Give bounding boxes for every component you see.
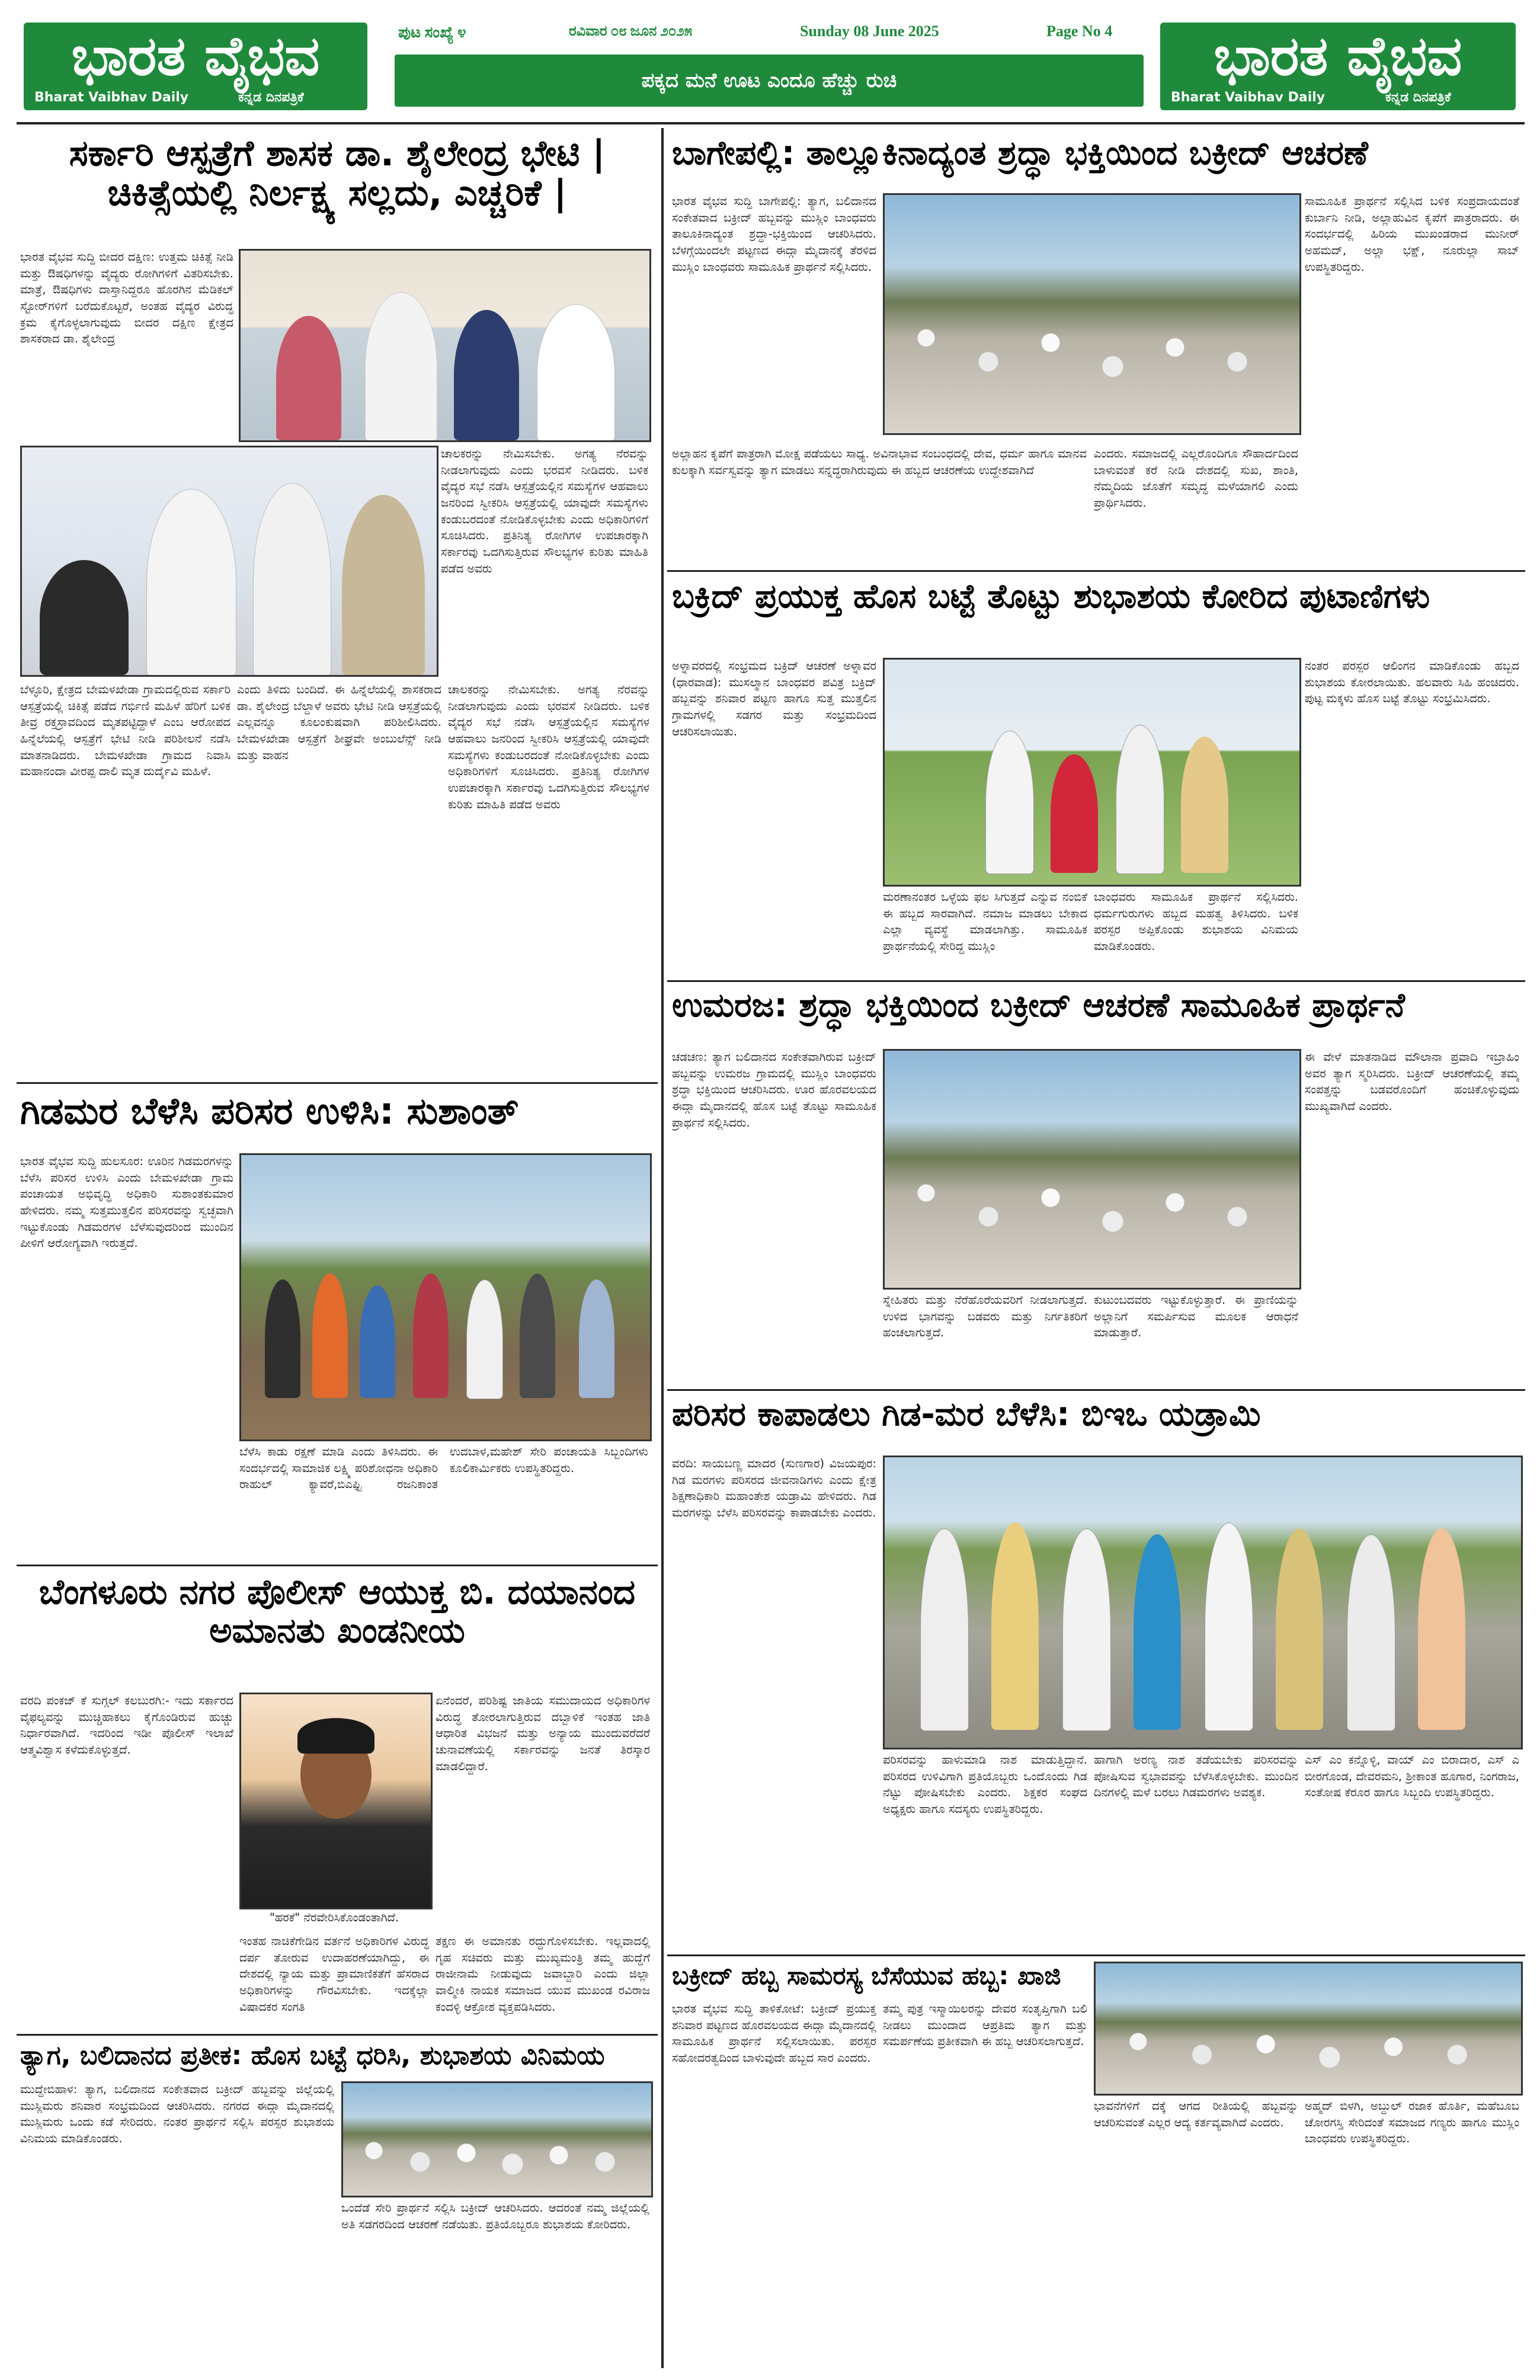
person-figure <box>579 1279 614 1398</box>
masthead-kannada-sub-right: ಕನ್ನಡ ದಿನಪತ್ರಿಕೆ <box>1385 90 1451 105</box>
article-kids-col3: ಬಾಂಧವರು ಸಾಮೂಹಿಕ ಪ್ರಾರ್ಥನೆ ಸಲ್ಲಿಸಿದರು. ಧರ್ಮಗುರುಗಳು ಹಬ್ಬದ ಮಹತ್ವ ತಿಳಿಸಿದರು. ಬಳಿಕ ಪರಸ್ಪರ ಅಪ್ಪಿಕೊಂಡು ಶುಭಾಶಯ ವಿನಿಮಯ ಮಾಡಿಕೊಂಡರು. <box>1094 890 1298 954</box>
divider <box>17 2034 658 2036</box>
person-figure <box>520 1274 555 1398</box>
article-hospital-col2: ಚಾಲಕರನ್ನು ನೇಮಿಸಬೇಕು. ಅಗತ್ಯ ನೆರವನ್ನು ನೀಡಲಾಗುವುದು ಎಂದು ಭರವಸೆ ನೀಡಿದರು. ಬಳಿಕ ವೈದ್ಯರ ಸಭೆ ನಡೆಸಿ ಆಸ್ಪತ್ರೆಯಲ್ಲಿನ ಸಮಸ್ಯೆಗಳ ಆಹವಾಲು ಜನರಿಂದ ಸ್ವೀಕರಿಸಿ ಆಸ್ಪತ್ರೆಯಲ್ಲಿ ಯಾವುದೇ ಸಮಸ್ಯೆಗಳು ಕಂಡುಬರದಂತೆ ನೋಡಿಕೊಳ್ಳಬೇಕು ಎಂದು ಅಧಿಕಾರಿಗಳಿಗೆ ಸೂಚಿಸಿದರು. ಪ್ರತಿನಿತ್ಯ ರೋಗಿಗಳ ಉಪಚಾರಕ್ಕಾಗಿ ಸರ್ಕಾರವು ಒದಗಿಸುತ್ತಿರುವ ಸೌಲಭ್ಯಗಳ ಕುರಿತು ಮಾಹಿತಿ ಪಡೆದ ಅವರು <box>441 447 648 575</box>
person-figure <box>537 304 615 442</box>
masthead-title-left: ಭಾರತ ವೈಭವ <box>71 24 320 88</box>
article-police-col4: ತಕ್ಷಣ ಈ ಅಮಾನತು ರದ್ದುಗೊಳಿಸಬೇಕು. ಇಲ್ಲವಾದಲ್ಲಿ ಗೃಹ ಸಚಿವರು ಮತ್ತು ಮುಖ್ಯಮಂತ್ರಿ ತಮ್ಮ ಹುದ್ದೆಗೆ ರಾಜೀನಾಮೆ ನೀಡುವುದು ಜವಾಬ್ದಾರಿ ಎಂದು ಜಿಲ್ಲಾ ವಾಲ್ಮೀಕಿ ನಾಯಕ ಸಮಾಜದ ಯುವ ಮುಖಂಡ ರವಿರಾಜ ಕಂದಳ್ಳಿ ಆಕ್ರೋಶ ವ್ಯಕ್ತಪಡಿಸಿದರು. <box>436 1934 650 2014</box>
article-kids-col4: ನಂತರ ಪರಸ್ಪರ ಆಲಿಂಗನ ಮಾಡಿಕೊಂಡು ಹಬ್ಬದ ಶುಭಾಶಯ ಕೋರಲಾಯಿತು. ಹಲವಾರು ಸಿಹಿ ಹಂಚಿದರು. ಪುಟ್ಟ ಮಕ್ಕಳು ಹೊಸ ಬಟ್ಟೆ ತೊಟ್ಟು ಸಂಭ್ರಮಿಸಿದರು. <box>1305 659 1519 706</box>
masthead-right <box>1160 23 1516 110</box>
center-column-rule <box>661 128 664 2368</box>
date-kannada: ರವಿವಾರ ೦೮ ಜೂನ ೨೦೨೫ <box>569 24 693 39</box>
divider <box>667 1389 1525 1391</box>
article-hospital-col3: ಬೆಳ್ಳೂರಿ, ಕ್ಷೇತ್ರದ ಬೇಮಳಖೇಡಾ ಗ್ರಾಮದಲ್ಲಿರುವ ಸರ್ಕಾರಿ ಆಸ್ಪತ್ರೆಯಲ್ಲಿ ಚಿಕಿತ್ಸೆ ಪಡೆದ ಗರ್ಭಿಣಿ ಮಹಿಳೆ ಹೆರಿಗೆ ಬಳಿಕ ತೀವ್ರ ರಕ್ತಸ್ರಾವದಿಂದ ಮೃತಪಟ್ಟಿದ್ದಾಳೆ ಎಂಬ ಆರೋಪದ ಹಿನ್ನೆಲೆಯಲ್ಲಿ ಆಸ್ಪತ್ರೆಗೆ ಭೇಟಿ ನೀಡಿ ಪರಿಶೀಲನೆ ನಡೆಸಿ ಮಾತನಾಡಿದರು. ಬೇಮಳಖೇಡಾ ಗ್ರಾಮದ ನಿವಾಸಿ ಮಹಾನಂದಾ ವೀರಪ್ಪ ದಾಲಿ ಮೃತ ದುರ್ದೈವಿ ಮಹಿಳೆ. <box>20 683 230 779</box>
headline-kids-greetings: ಬಕ್ರಿದ್ ಪ್ರಯುಕ್ತ ಹೊಸ ಬಟ್ಟೆ ತೊಟ್ಟು ಶುಭಾಶಯ ಕೋರಿದ ಪುಟಾಣಿಗಳು <box>672 577 1430 616</box>
divider <box>17 1082 658 1084</box>
masthead-rule <box>17 122 1525 124</box>
article-bagepalli-col2: ಅಲ್ಲಾಹನ ಕೃಪೆಗೆ ಪಾತ್ರರಾಗಿ ಮೋಕ್ಷ ಪಡೆಯಲು ಸಾಧ್ಯ. ಅವಿನಾಭಾವ ಸಂಬಂಧದಲ್ಲಿ ದೇವ, ಧರ್ಮ ಹಾಗೂ ಮಾನವ ಕುಲಕ್ಕಾಗಿ ಸರ್ವಸ್ವವನ್ನು ತ್ಯಾಗ ಮಾಡಲು ಸನ್ನದ್ಧರಾಗಿರುವುದು ಈ ಹಬ್ಬದ ಆಚರಣೆಯ ಉದ್ದೇಶವಾಗಿದೆ <box>672 447 1087 477</box>
article-umaraj-col3: ಕುಟುಂಬದವರು ಇಟ್ಟುಕೊಳ್ಳುತ್ತಾರೆ. ಈ ಪ್ರಾಣಿಯನ್ನು ಅಲ್ಲಾನಿಗೆ ಸಮರ್ಪಿಸುವ ಮೂಲಕ ಆರಾಧನೆ ಮಾಡುತ್ತಾರೆ. <box>1094 1293 1298 1340</box>
person-figure <box>413 1274 449 1398</box>
person-figure <box>1347 1534 1395 1731</box>
article-hospital-col5: ಚಾಲಕರನ್ನು ನೇಮಿಸಬೇಕು. ಅಗತ್ಯ ನೆರವನ್ನು ನೀಡಲಾಗುವುದು ಎಂದು ಭರವಸೆ ನೀಡಿದರು. ಬಳಿಕ ವೈದ್ಯರ ಸಭೆ ನಡೆಸಿ ಆಸ್ಪತ್ರೆಯಲ್ಲಿನ ಸಮಸ್ಯೆಗಳ ಆಹವಾಲು ಜನರಿಂದ ಸ್ವೀಕರಿಸಿ ಆಸ್ಪತ್ರೆಯಲ್ಲಿ ಯಾವುದೇ ಸಮಸ್ಯೆಗಳು ಕಂಡುಬರದಂತೆ ನೋಡಿಕೊಳ್ಳಬೇಕು ಎಂದು ಅಧಿಕಾರಿಗಳಿಗೆ ಸೂಚಿಸಿದರು. ಪ್ರತಿನಿತ್ಯ ರೋಗಿಗಳ ಉಪಚಾರಕ್ಕಾಗಿ ಸರ್ಕಾರವು ಒದಗಿಸುತ್ತಿರುವ ಸೌಲಭ್ಯಗಳ ಕುರಿತು ಮಾಹಿತಿ ಪಡೆದ ಅವರು <box>448 683 649 811</box>
photo-mla-office <box>239 249 651 442</box>
article-kids-col2: ಮರಣಾನಂತರ ಒಳ್ಳೆಯ ಫಲ ಸಿಗುತ್ತದೆ ಎನ್ನುವ ನಂಬಿಕೆ ಈ ಹಬ್ಬದ ಸಾರವಾಗಿದೆ. ನಮಾಜ ಮಾಡಲು ಬೇಕಾದ ಎಲ್ಲಾ ವ್ಯವಸ್ಥೆ ಮಾಡಲಾಗಿತ್ತು. ಸಾಮೂಹಿಕ ಪ್ರಾರ್ಥನೆಯಲ್ಲಿ ಸೇರಿದ್ದ ಮುಸ್ಲಿಂ <box>883 890 1087 954</box>
headline-beo-yadrami: ಪರಿಸರ ಕಾಪಾಡಲು ಗಿಡ-ಮರ ಬೆಳೆಸಿ: ಬಿಇಒ ಯಡ್ರಾಮಿ <box>672 1395 1261 1434</box>
masthead-english-left: Bharat Vaibhav Daily <box>34 90 189 105</box>
person-figure <box>991 1522 1039 1730</box>
article-tree-col2: ಬೆಳೆಸಿ ಕಾಡು ರಕ್ಷಣೆ ಮಾಡಿ ಎಂದು ತಿಳಿಸಿದರು. ಈ ಸಂದರ್ಭದಲ್ಲಿ ಸಾಮಾಜಿಕ ಲಕ್ಷ್ಮಿ ಪರಿಶೋಧನಾ ಅಧಿಕಾರಿ ರಾಹುಲ್ ಕ್ಯಾವರೆ,ಬಿಎಫ್ಟಿ ರಜನಿಕಾಂತ ಉದಬಾಳ,ಮಹೇಶ್ ಸೇರಿ ಪಂಚಾಯತಿ ಸಿಬ್ಬಂದಿಗಳು ಕೂಲಿಕಾರ್ಮಿಕರು ಉಪಸ್ಥಿತರಿದ್ದರು. <box>239 1445 648 1492</box>
person-figure <box>1205 1522 1253 1731</box>
headline-hospital-visit: ಸರ್ಕಾರಿ ಆಸ್ಪತ್ರೆಗೆ ಶಾಸಕ ಡಾ. ಶೈಲೇಂದ್ರ ಭೇಟಿ | ಚಿಕಿತ್ಸೆಯಲ್ಲಿ ನಿರ್ಲಕ್ಷ್ಯ ಸಲ್ಲದು, ಎಚ್ಚರಿಕೆ | <box>69 133 606 215</box>
masthead-english-right: Bharat Vaibhav Daily <box>1171 90 1326 105</box>
article-umaraj-col2: ಸ್ನೇಹಿತರು ಮತ್ತು ನೆರೆಹೊರೆಯವರಿಗೆ ನೀಡಲಾಗುತ್ತದೆ. ಉಳಿದ ಭಾಗವನ್ನು ಬಡವರು ಮತ್ತು ನಿರ್ಗತಿಕರಿಗೆ ಹಂಚಲಾಗುತ್ತದೆ. <box>883 1293 1087 1340</box>
child-figure <box>1181 737 1228 873</box>
article-kids-col1: ಅಳ್ನಾವರದಲ್ಲಿ ಸಂಭ್ರಮದ ಬಕ್ರಿದ್ ಆಚರಣೆ ಅಳ್ನಾವರ (ಧಾರವಾಡ): ಮುಸಲ್ಮಾನ ಬಾಂಧವರ ಪವಿತ್ರ ಬಕ್ರಿದ್ ಹಬ್ಬವನ್ನು ಶನಿವಾರ ಪಟ್ಟಣ ಹಾಗೂ ಸುತ್ತ ಮುತ್ತಲಿನ ಗ್ರಾಮಗಳಲ್ಲಿ ಸಡಗರ ಮತ್ತು ಸಂಭ್ರಮದಿಂದ ಆಚರಿಸಲಾಯಿತು. <box>672 659 876 738</box>
tagline: ಪಕ್ಕದ ಮನೆ ಊಟ ಎಂದೂ ಹೆಚ್ಚು ರುಚಿ <box>395 55 1144 107</box>
person-figure <box>253 483 331 676</box>
photo-kids <box>883 658 1301 887</box>
photo-eid-prayer-crowd <box>341 2081 653 2197</box>
photo-tree-planting <box>239 1153 652 1441</box>
person-figure <box>454 310 519 440</box>
article-police-col1: ವರದಿ ಪಂಕಜ್ ಕೆ ಸುಗ್ಗಲ್ ಕಲಬುರಗಿ:- ಇದು ಸರ್ಕಾರದ ವೈಫಲ್ಯವನ್ನು ಮುಚ್ಚಿಹಾಕಲು ಕೈಗೊಂಡಿರುವ ಹುಚ್ಚು ನಿರ್ಧಾರವಾಗಿದೆ. ಇದರಿಂದ ಇಡೀ ಪೊಲೀಸ್ ಇಲಾಖೆ ಆತ್ಮವಿಶ್ವಾಸ ಕಳೆದುಕೊಳ್ಳುತ್ತದೆ. <box>20 1694 233 1757</box>
article-bagepalli-col4: ಸಾಮೂಹಿಕ ಪ್ರಾರ್ಥನೆ ಸಲ್ಲಿಸಿದ ಬಳಿಕ ಸಂಪ್ರದಾಯದಂತೆ ಕುರ್ಬಾನಿ ನೀಡಿ, ಅಲ್ಲಾಹುವಿನ ಕೃಪೆಗೆ ಪಾತ್ರರಾದರು. ಈ ಸಂದರ್ಭದಲ್ಲಿ ಹಿರಿಯ ಮುಖಂಡರಾದ ಮುನೀರ್ ಅಹಮದ್, ಅಲ್ಲಾ ಭಕ್ಷ್, ನೂರುಲ್ಲಾ ಸಾಬ್ ಉಪಸ್ಥಿತರಿದ್ದರು. <box>1305 194 1519 274</box>
person-figure <box>1134 1534 1181 1730</box>
child-figure <box>1116 725 1164 874</box>
article-beo-col2: ಪರಿಸರವನ್ನು ಹಾಳುಮಾಡಿ ನಾಶ ಮಾಡುತ್ತಿದ್ದಾನೆ. ಪರಿಸರದ ಉಳಿವಿಗಾಗಿ ಪ್ರತಿಯೊಬ್ಬರು ಒಂದೊಂದು ಗಿಡ ನೆಟ್ಟು ಪೋಷಿಸಬೇಕು ಎಂದರು. ಶಿಕ್ಷಕರ ಸಂಘದ ಅಧ್ಯಕ್ಷರು ಹಾಗೂ ಸದಸ್ಯರು ಉಪಸ್ಥಿತರಿದ್ದರು. <box>883 1753 1087 1816</box>
article-beo-col1: ವರದಿ: ಸಾಯಬಣ್ಣ ಮಾದರ (ಸುಣಗಾರ) ವಿಜಯಪುರ: ಗಿಡ ಮರಗಳು ಪರಿಸರದ ಜೀವನಾಡಿಗಳು ಎಂದು ಕ್ಷೇತ್ರ ಶಿಕ್ಷಣಾಧಿಕಾರಿ ಮಹಾಂತೇಶ ಯಡ್ರಾಮಿ ಹೇಳಿದರು. ಗಿಡ ಮರಗಳನ್ನು ಬೆಳೆಸಿ ಪರಿಸರವನ್ನು ಕಾಪಾಡಬೇಕು ಎಂದರು. <box>672 1457 876 1520</box>
article-police-col3: ಇಂತಹ ನಾಚಿಕೆಗೇಡಿನ ವರ್ತನೆ ಅಧಿಕಾರಿಗಳ ವಿರುದ್ಧ ದರ್ಪ ತೋರುವ ಉದಾಹರಣೆಯಾಗಿದ್ದು, ಈ ದೇಶದಲ್ಲಿ ನ್ಯಾಯ ಮತ್ತು ಪ್ರಾಮಾಣಿಕತೆಗೆ ಹೆಸರಾದ ಅಧಿಕಾರಿಗಳನ್ನು ಗೌರವಿಸಬೇಕು. ಇದಕ್ಕೆಲ್ಲಾ ವಿಷಾದಕರ ಸಂಗತಿ <box>239 1934 429 2014</box>
photo-umaraj-prayer <box>883 1049 1301 1290</box>
masthead-kannada-sub-left: ಕನ್ನಡ ದಿನಪತ್ರಿಕೆ <box>238 90 304 105</box>
article-police-col2: ಏನೆಂದರೆ, ಪರಿಶಿಷ್ಟ ಜಾತಿಯ ಸಮುದಾಯದ ಅಧಿಕಾರಿಗಳ ವಿರುದ್ಧ ತೋರಲಾಗುತ್ತಿರುವ ದಬ್ಬಾಳಿಕೆ ಇಂತಹ ಜಾತಿ ಆಧಾರಿತ ವಿಭಜನೆ ಮತ್ತು ಅನ್ಯಾಯ ಮುಂದುವರೆದರೆ ಚುನಾವಣೆಯಲ್ಲಿ ಸರ್ಕಾರವನ್ನು ಜನತೆ ತಿರಸ್ಕಾರ ಮಾಡಲಿದ್ದಾರೆ. <box>436 1694 650 1773</box>
person-figure <box>276 316 341 440</box>
person-figure <box>146 489 236 676</box>
article-beo-col4: ಎಸ್ ಎಂ ಕನ್ನೊಳ್ಳಿ, ವಾಯ್ ಎಂ ಬಿರಾದಾರ, ಎಸ್ ಎ ಬೀರಗೊಂಡ, ದೇವರಮನಿ, ಶ್ರೀಕಾಂತ ಹೂಗಾರ, ನಿಂಗರಾಜ, ಸಂತೋಷ ಕೆರೂರ ಹಾಗೂ ಸಿಬ್ಬಂದಿ ಉಪಸ್ಥಿತರಿದ್ದರು. <box>1305 1753 1519 1800</box>
person-figure <box>1276 1528 1323 1730</box>
headline-bagepalli: ಬಾಗೇಪಲ್ಲಿ: ತಾಲ್ಲೂಕಿನಾದ್ಯಂತ ಶ್ರದ್ಧಾ ಭಕ್ತಿಯಿಂದ ಬಕ್ರೀದ್ ಆಚರಣೆ <box>672 134 1368 172</box>
photo-hospital-ward <box>20 446 438 677</box>
headline-sacrifice-festival: ತ್ಯಾಗ, ಬಲಿದಾನದ ಪ್ರತೀಕ: ಹೊಸ ಬಟ್ಟೆ ಧರಿಸಿ, ಶುಭಾಶಯ ವಿನಿಮಯ <box>20 2040 605 2071</box>
person-figure <box>920 1528 969 1731</box>
portrait-hair <box>297 1718 374 1754</box>
photo-bagepalli-crowd <box>883 193 1301 435</box>
photo-beo-planting <box>883 1455 1523 1749</box>
person-figure <box>40 560 129 675</box>
headline-umaraj: ಉಮರಜ: ಶ್ರದ್ಧಾ ಭಕ್ತಿಯಿಂದ ಬಕ್ರೀದ್ ಆಚರಣೆ ಸಾಮೂಹಿಕ ಪ್ರಾರ್ಥನೆ <box>672 986 1405 1025</box>
article-hospital-col4: ಎಂದು ತಿಳಿದು ಬಂದಿದೆ. ಈ ಹಿನ್ನೆಲೆಯಲ್ಲಿ ಶಾಸಕರಾದ ಡಾ. ಶೈಲೇಂದ್ರ ಬೆಲ್ದಾಳೆ ಅವರು ಭೇಟಿ ನೀಡಿ ಆಸ್ಪತ್ರೆಯಲ್ಲಿ ಎಲ್ಲವನ್ನೂ ಕೂಲಂಕುಷವಾಗಿ ಪರಿಶೀಲಿಸಿದರು. ಬೇಮಳಖೇಡಾ ಆಸ್ಪತ್ರೆಗೆ ಶೀಘ್ರವೇ ಅಂಬುಲೆನ್ಸ್ ನೀಡಿ ಮತ್ತು ವಾಹನ <box>237 683 441 762</box>
headline-khazi: ಬಕ್ರೀದ್ ಹಬ್ಬ ಸಾಮರಸ್ಯ ಬೆಸೆಯುವ ಹಬ್ಬ: ಖಾಜಿ <box>672 1961 1061 1990</box>
page-number: Page No 4 <box>1046 23 1113 40</box>
article-hospital-col1: ಭಾರತ ವೈಭವ ಸುದ್ದಿ ಬೀದರ ದಕ್ಷಿಣ: ಉತ್ತಮ ಚಿಕಿತ್ಸೆ ನೀಡಿ ಮತ್ತು ಔಷಧಿಗಳನ್ನು ವೈದ್ಯರು ರೋಗಿಗಳಿಗೆ ವಿತರಿಸಬೇಕು. ಮಾತ್ರೆ, ಔಷಧಿಗಳು ದಾಸ್ತಾನಿದ್ದರೂ ಹೊರಗಿನ ಮೆಡಿಕಲ್ ಸ್ಟೋರ್‌ಗಳಿಗೆ ಬರೆದುಕೊಟ್ಟರೆ, ಅಂತಹ ವೈದ್ಯರ ವಿರುದ್ಧ ಕ್ರಮ ಕೈಗೊಳ್ಳಲಾಗುವುದು ಬೀದರ ದಕ್ಷಿಣ ಕ್ಷೇತ್ರದ ಶಾಸಕರಾದ ಡಾ. ಶೈಲೇಂದ್ರ <box>20 250 233 346</box>
masthead-title-right: ಭಾರತ ವೈಭವ <box>1214 24 1462 88</box>
headline-police-commissioner: ಬೆಂಗಳೂರು ನಗರ ಪೊಲೀಸ್ ಆಯುಕ್ತ ಬಿ. ದಯಾನಂದ ಅಮಾನತು ಖಂಡನೀಯ <box>39 1572 636 1650</box>
article-umaraj-col1: ಚಡಚಣ: ತ್ಯಾಗ ಬಲಿದಾನದ ಸಂಕೇತವಾಗಿರುವ ಬಕ್ರೀದ್ ಹಬ್ಬವನ್ನು ಉಮರಜ ಗ್ರಾಮದಲ್ಲಿ ಮುಸ್ಲಿಂ ಬಾಂಧವರು ಶ್ರದ್ಧಾ ಭಕ್ತಿಯಿಂದ ಆಚರಿಸಿದರು. ಊರ ಹೊರವಲಯದ ಈದ್ಗಾ ಮೈದಾನದಲ್ಲಿ ಹೊಸ ಬಟ್ಟೆ ತೊಟ್ಟು ಸಾಮೂಹಿಕ ಪ್ರಾರ್ಥನೆ ಸಲ್ಲಿಸಿದರು. <box>672 1050 876 1130</box>
photo-portrait-caption: "ಹರಕೆ" ನೆರವೇರಿಸಿಕೊಂಡಂತಾಗಿದೆ. <box>269 1911 399 1924</box>
divider <box>667 1954 1525 1956</box>
page-label: ಪುಟ ಸಂಖ್ಯೆ ೪ <box>398 24 466 41</box>
article-khazi-col3: ಭಾವನೆಗಳಿಗೆ ದಕ್ಕೆ ಆಗದ ರೀತಿಯಲ್ಲಿ ಹಬ್ಬವನ್ನು ಆಚರಿಸುವಂತೆ ಎಲ್ಲರ ಆದ್ಯ ಕರ್ತವ್ಯವಾಗಿದೆ ಎಂದರು. <box>1094 2099 1298 2129</box>
masthead-left <box>24 23 367 110</box>
photo-portrait <box>239 1693 433 1909</box>
person-figure <box>1062 1528 1111 1731</box>
article-khazi-col1: ಭಾರತ ವೈಭವ ಸುದ್ದಿ ತಾಳಿಕೋಟೆ: ಬಕ್ರೀದ್ ಪ್ರಯುಕ್ತ ಶನಿವಾರ ಪಟ್ಟಣದ ಹೊರವಲಯದ ಈದ್ಗಾ ಮೈದಾನದಲ್ಲಿ ಸಾಮೂಹಿಕ ಪ್ರಾರ್ಥನೆ ಸಲ್ಲಿಸಲಾಯಿತು. ಪರಸ್ಪರ ಸಹೋದರತ್ವದಿಂದ ಬಾಳುವುದೇ ಹಬ್ಬದ ಸಾರ ಎಂದರು. <box>672 2002 876 2065</box>
article-tree-col1: ಭಾರತ ವೈಭವ ಸುದ್ದಿ ಹುಲಸೂರ: ಊರಿನ ಗಿಡಮರಗಳನ್ನು ಬೆಳೆಸಿ ಪರಿಸರ ಉಳಿಸಿ ಎಂದು ಬೇಮಳಖೇಡಾ ಗ್ರಾಮ ಪಂಚಾಯತ ಅಭಿವೃದ್ಧಿ ಅಧಿಕಾರಿ ಸುಶಾಂತಕುಮಾರ ಹೇಳಿದರು. ನಮ್ಮ ಸುತ್ತಮುತ್ತಲಿನ ಪರಿಸರವನ್ನು ಸ್ವಚ್ಛವಾಗಿ ಇಟ್ಟುಕೊಂಡು ಗಿಡಮರಗಳ ಬೆಳೆಸುವುದರಿಂದ ಮುಂದಿನ ಪೀಳಿಗೆ ಆರೋಗ್ಯವಾಗಿ ಇರುತ್ತದೆ. <box>20 1154 233 1250</box>
headline-tree-planting: ಗಿಡಮರ ಬೆಳೆಸಿ ಪರಿಸರ ಉಳಿಸಿ: ಸುಶಾಂತ್ <box>20 1089 519 1133</box>
person-figure <box>360 1285 395 1398</box>
person-figure <box>312 1274 348 1398</box>
article-bagepalli-col1: ಭಾರತ ವೈಭವ ಸುದ್ದಿ ಬಾಗೇಪಲ್ಲಿ: ತ್ಯಾಗ, ಬಲಿದಾನದ ಸಂಕೇತವಾದ ಬಕ್ರೀದ್ ಹಬ್ಬವನ್ನು ಮುಸ್ಲಿಂ ಬಾಂಧವರು ತಾಲೂಕಿನಾದ್ಯಂತ ಶ್ರದ್ಧಾ-ಭಕ್ತಿಯಿಂದ ಆಚರಿಸಿದರು. ಬೆಳಗ್ಗೆಯಿಂದಲೇ ಪಟ್ಟಣದ ಈದ್ಗಾ ಮೈದಾನಕ್ಕೆ ತೆರಳಿದ ಮುಸ್ಲಿಂ ಬಾಂಧವರು ಸಾಮೂಹಿಕ ಪ್ರಾರ್ಥನೆ ಸಲ್ಲಿಸಿದರು. <box>672 194 876 274</box>
person-figure <box>342 495 425 675</box>
date-english: Sunday 08 June 2025 <box>800 23 939 40</box>
article-khazi-col2: ತಮ್ಮ ಪುತ್ರ ಇಸ್ಮಾಯಿಲರನ್ನು ದೇವರ ಸಂತೃಪ್ತಿಗಾಗಿ ಬಲಿ ನೀಡಲು ಮುಂದಾದ ಆಪ್ರತಿಮ ತ್ಯಾಗ ಮತ್ತು ಸಮರ್ಪಣೆಯ ಪ್ರತೀಕವಾಗಿ ಈ ಹಬ್ಬ ಆಚರಿಸಲಾಗುತ್ತದೆ. <box>883 2002 1087 2049</box>
child-figure <box>1051 754 1098 873</box>
divider <box>17 1565 658 1566</box>
article-sacrifice-col1: ಮುದ್ದೇಬಿಹಾಳ: ತ್ಯಾಗ, ಬಲಿದಾನದ ಸಂಕೇತವಾದ ಬಕ್ರೀದ್ ಹಬ್ಬವನ್ನು ಜಿಲ್ಲೆಯಲ್ಲಿ ಮುಸ್ಲಿಮರು ಶನಿವಾರ ಸಂಭ್ರಮದಿಂದ ಆಚರಿಸಿದರು. ನಗರದ ಈದ್ಗಾ ಮೈದಾನದಲ್ಲಿ ಮುಸ್ಲಿಮರು ಒಂದು ಕಡೆ ಸೇರಿದರು. ನಂತರ ಪ್ರಾರ್ಥನೆ ಸಲ್ಲಿಸಿ ಪರಸ್ಪರ ಶುಭಾಶಯ ವಿನಿಮಯ ಮಾಡಿಕೊಂಡರು. <box>20 2082 334 2146</box>
person-figure <box>265 1279 300 1398</box>
article-beo-col3: ಹಾಗಾಗಿ ಅರಣ್ಯ ನಾಶ ತಡೆಯಬೇಕು ಪರಿಸರವನ್ನು ಪೋಷಿಸುವ ಸ್ವಭಾವವನ್ನು ಬೆಳೆಸಿಕೊಳ್ಳಬೇಕು. ಮುಂದಿನ ದಿನಗಳಲ್ಲಿ ಮಳೆ ಬರಲು ಗಿಡಮರಗಳು ಅವಶ್ಯಕ. <box>1094 1753 1298 1800</box>
child-figure <box>985 731 1034 874</box>
person-figure <box>466 1279 503 1399</box>
divider <box>667 570 1525 572</box>
person-figure <box>365 292 437 442</box>
divider <box>667 980 1525 982</box>
photo-khazi-prayer <box>1094 1962 1523 2096</box>
article-bagepalli-col3: ಎಂದರು. ಸಮಾಜದಲ್ಲಿ ಎಲ್ಲರೊಂದಿಗೂ ಸೌಹಾರ್ದದಿಂದ ಬಾಳುವಂತೆ ಕರೆ ನೀಡಿ ದೇಶದಲ್ಲಿ ಸುಖ, ಶಾಂತಿ, ನೆಮ್ಮದಿಯ ಜೊತೆಗೆ ಸಮೃದ್ಧ ಮಳೆಯಾಗಲಿ ಎಂದು ಪ್ರಾರ್ಥಿಸಿದರು. <box>1094 447 1298 510</box>
article-sacrifice-col2: ಒಂದೆಡೆ ಸೇರಿ ಪ್ರಾರ್ಥನೆ ಸಲ್ಲಿಸಿ ಬಕ್ರೀದ್ ಆಚರಿಸಿದರು. ಆದರಂತೆ ನಮ್ಮ ಜಿಲ್ಲೆಯಲ್ಲಿ ಅತಿ ಸಡಗರದಿಂದ ಆಚರಣೆ ನಡೆಯಿತು. ಪ್ರತಿಯೊಬ್ಬರೂ ಶುಭಾಶಯ ಕೋರಿದರು. <box>341 2201 649 2231</box>
person-figure <box>1418 1528 1465 1730</box>
article-khazi-col4: ಅಹ್ಮದ್ ಬಿಳಗಿ, ಅಬ್ದುಲ್ ರಜಾಕ ಹೊರ್ತಿ, ಮಹೆಬೂಬ ಚೋರಗಸ್ತಿ ಸೇರಿದಂತೆ ಸಮಾಜದ ಗಣ್ಯರು ಹಾಗೂ ಮುಸ್ಲಿಂ ಬಾಂಧವರು ಉಪಸ್ಥಿತರಿದ್ದರು. <box>1305 2099 1519 2146</box>
article-umaraj-col4: ಈ ವೇಳೆ ಮಾತನಾಡಿದ ಮೌಲಾನಾ ಪ್ರವಾದಿ ಇಬ್ರಾಹಿಂ ಅವರ ತ್ಯಾಗ ಸ್ಮರಿಸಿದರು. ಬಕ್ರೀದ್ ಆಚರಣೆಯಲ್ಲಿ ತಮ್ಮ ಸಂಪತ್ತನ್ನು ಬಡವರೊಂದಿಗೆ ಹಂಚಿಕೊಳ್ಳುವುದು ಮುಖ್ಯವಾಗಿದೆ ಎಂದರು. <box>1305 1050 1519 1114</box>
